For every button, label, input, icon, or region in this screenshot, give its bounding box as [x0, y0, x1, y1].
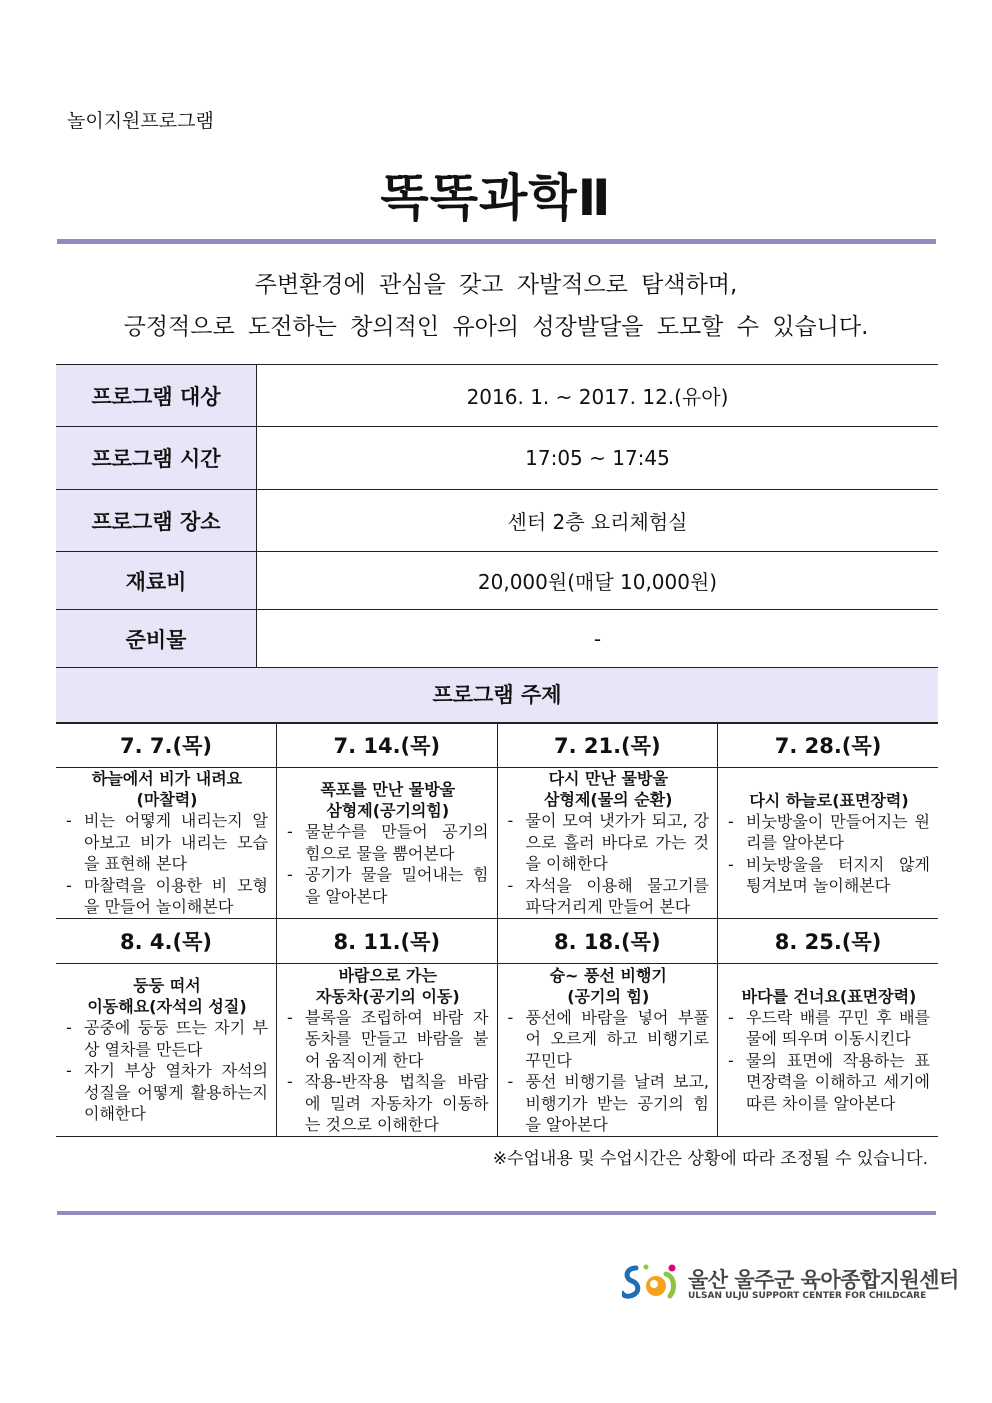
session-item: - 마찰력을 이용한 비 모형을 만들어 놀이해본다 — [66, 875, 268, 918]
session-title-line: 폭포를 만난 물방울 — [320, 780, 456, 799]
session-item: - 블록을 조립하여 바람 자동차를 만들고 바람을 불어 움직이게 한다 — [287, 1007, 489, 1072]
date-row — [56, 723, 938, 768]
session-date: 7. 28.(목) — [718, 723, 939, 768]
session-cell — [718, 768, 939, 919]
intro-line-1: 주변환경에 관심을 갖고 자발적으로 탐색하며, — [254, 272, 738, 298]
session-title-line: 둥둥 떠서 — [133, 976, 201, 996]
session-title-line: 다시 만난 물방울 — [548, 769, 668, 789]
info-label: 재료비 — [56, 552, 257, 610]
session-item: - 우드락 배를 꾸민 후 배를 물에 띄우며 이동시킨다 — [728, 1007, 930, 1050]
info-value: - — [257, 610, 939, 668]
session-title-line: 삼형제(물의 순환) — [544, 790, 673, 810]
theme-header: 프로그램 주제 — [56, 667, 938, 724]
session-cell — [497, 768, 718, 919]
title-divider — [57, 239, 936, 244]
info-value: 17:05 ~ 17:45 — [257, 427, 939, 490]
info-value: 2016. 1. ~ 2017. 12.(유아) — [257, 365, 939, 427]
session-date: 7. 14.(목) — [277, 723, 498, 768]
info-label: 준비물 — [56, 610, 257, 668]
schedule-note: ※수업내용 및 수업시간은 상황에 따라 조정될 수 있습니다. — [492, 1149, 928, 1169]
session-title — [728, 790, 930, 811]
session-item: - 자석을 이용해 물고기를 파닥거리게 만들어 본다 — [508, 875, 710, 918]
session-item: - 비눗방울이 만들어지는 원리를 알아본다 — [728, 811, 930, 854]
session-title — [287, 779, 489, 821]
center-name-english: ULSAN ULJU SUPPORT CENTER FOR CHILDCARE — [688, 1291, 927, 1301]
content-row — [56, 964, 938, 1137]
session-title-line: 하늘에서 비가 내려요 — [91, 769, 243, 789]
info-row-place — [56, 490, 938, 552]
session-title — [66, 975, 268, 1017]
session-item: - 작용-반작용 법칙을 바람에 밀려 자동차가 이동하는 것으로 이해한다 — [287, 1071, 489, 1136]
date-row — [56, 919, 938, 964]
session-title — [66, 768, 268, 810]
info-value: 20,000원(매달 10,000원) — [257, 552, 939, 610]
session-item: - 공중에 둥둥 뜨는 자기 부상 열차를 만든다 — [66, 1017, 268, 1060]
session-date: 8. 25.(목) — [718, 919, 939, 964]
session-item: - 물분수를 만들어 공기의 힘으로 물을 뿜어본다 — [287, 821, 489, 864]
session-item: - 공기가 물을 밀어내는 힘을 알아본다 — [287, 864, 489, 907]
session-title — [508, 965, 710, 1007]
info-row-time — [56, 427, 938, 490]
session-title-line: 자동차(공기의 이동) — [315, 986, 460, 1006]
session-item: - 물이 모여 냇가가 되고, 강으로 흘러 바다로 가는 것을 이해한다 — [508, 810, 710, 875]
session-date: 8. 11.(목) — [277, 919, 498, 964]
session-cell — [277, 964, 498, 1137]
session-title-line: 삼형제(공기의힘) — [326, 801, 450, 820]
session-title-line: 바다를 건너요(표면장력) — [741, 986, 917, 1006]
session-item: - 물의 표면에 작용하는 표면장력을 이해하고 세기에 따른 차이를 알아본다 — [728, 1050, 930, 1115]
session-title — [287, 965, 489, 1007]
session-date: 8. 4.(목) — [56, 919, 277, 964]
session-cell — [277, 768, 498, 919]
center-name: 울산 울주군 육아종합지원센터 — [688, 1268, 959, 1292]
session-title-line: 바람으로 가는 — [338, 965, 437, 985]
page-title: 똑똑과학Ⅱ — [380, 169, 612, 227]
session-title — [728, 986, 930, 1007]
session-title-line: 슝~ 풍선 비행기 — [549, 965, 667, 985]
info-label: 프로그램 장소 — [56, 490, 257, 552]
content-row — [56, 768, 938, 919]
info-row-fee — [56, 552, 938, 610]
session-cell — [718, 964, 939, 1137]
intro-line-2: 긍정적으로 도전하는 창의적인 유아의 성장발달을 도모할 수 있습니다. — [123, 314, 869, 340]
schedule-table — [56, 722, 938, 1137]
info-row-target — [56, 365, 938, 427]
session-item: - 자기 부상 열차가 자석의 성질을 어떻게 활용하는지 이해한다 — [66, 1060, 268, 1125]
session-item: - 비는 어떻게 내리는지 알아보고 비가 내리는 모습을 표현해 본다 — [66, 810, 268, 875]
session-title-line: (마찰력) — [136, 790, 198, 810]
session-title-line: (공기의 힘) — [567, 986, 650, 1006]
session-date: 7. 7.(목) — [56, 723, 277, 768]
session-cell — [56, 964, 277, 1137]
center-logo — [622, 1262, 959, 1306]
info-value: 센터 2층 요리체험실 — [257, 490, 939, 552]
center-logo-icon — [622, 1262, 680, 1306]
session-cell — [56, 768, 277, 919]
program-info-table — [56, 364, 938, 668]
footer-divider — [57, 1211, 936, 1215]
program-category: 놀이지원프로그램 — [67, 110, 214, 132]
session-date: 7. 21.(목) — [497, 723, 718, 768]
info-row-supplies — [56, 610, 938, 668]
info-label: 프로그램 시간 — [56, 427, 257, 490]
session-item: - 풍선에 바람을 넣어 부풀어 오르게 하고 비행기로 꾸민다 — [508, 1007, 710, 1072]
session-date: 8. 18.(목) — [497, 919, 718, 964]
session-cell — [497, 964, 718, 1137]
info-label: 프로그램 대상 — [56, 365, 257, 427]
session-item: - 비눗방울을 터지지 않게 튕겨보며 놀이해본다 — [728, 854, 930, 897]
session-title-line: 다시 하늘로(표면장력) — [749, 790, 909, 810]
session-title — [508, 768, 710, 810]
session-title-line: 이동해요(자석의 성질) — [87, 997, 247, 1017]
session-item: - 풍선 비행기를 날려 보고, 비행기가 받는 공기의 힘을 알아본다 — [508, 1071, 710, 1136]
